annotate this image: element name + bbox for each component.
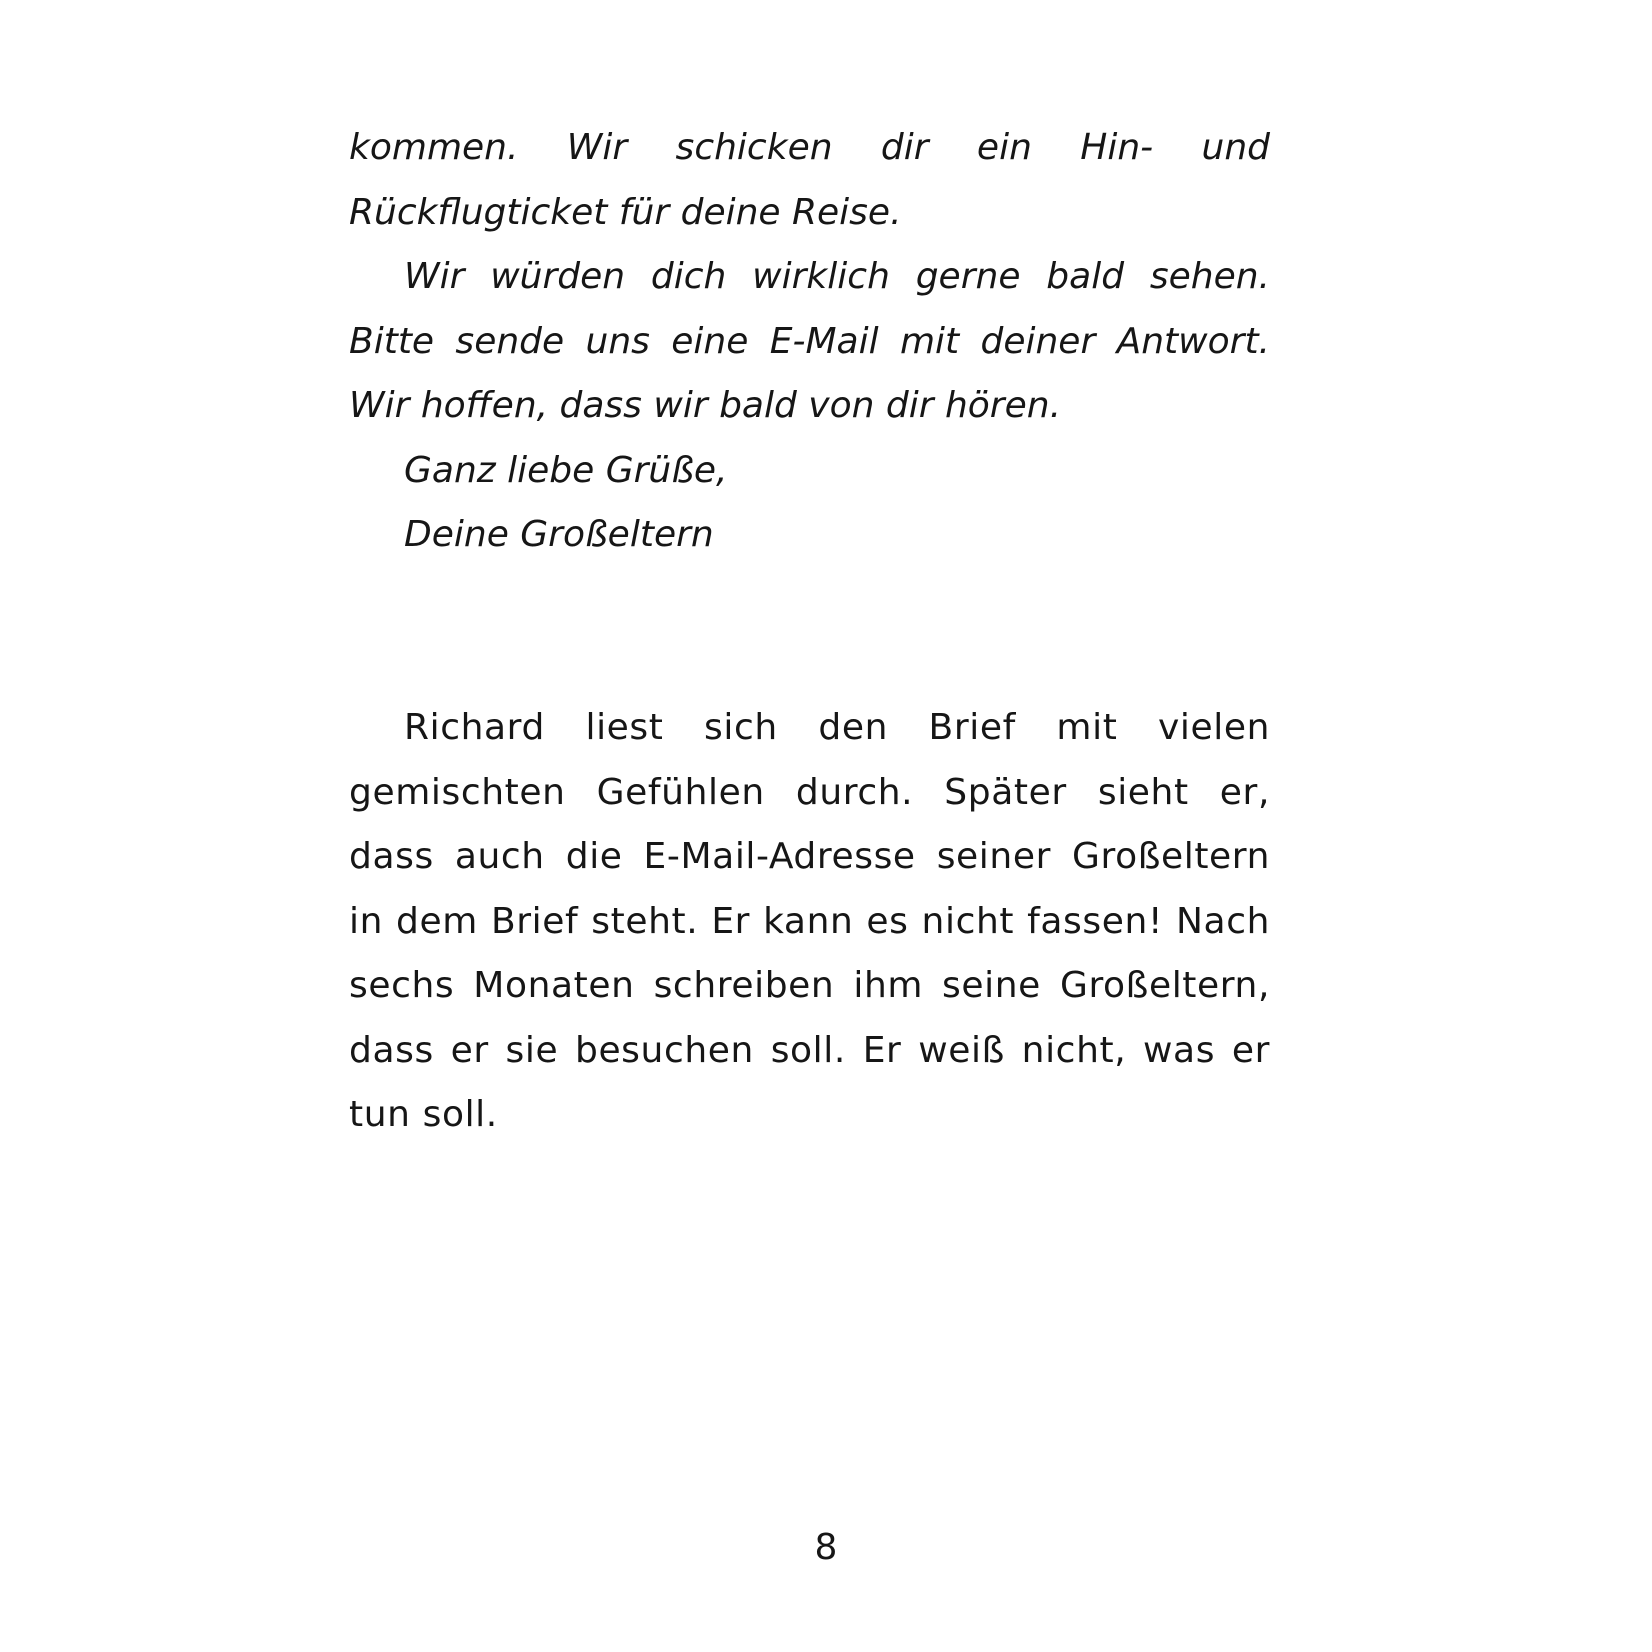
letter-paragraph: Wir würden dich wirklich gerne bald sehen. Bitte sende uns eine E-Mail mit deiner Antwort. Wir hoffen, dass wir bald von dir hören. bbox=[349, 256, 1270, 426]
page-number: 8 bbox=[814, 1527, 838, 1568]
narrative-text bbox=[349, 696, 1270, 1148]
letter-signature: Deine Großeltern bbox=[404, 514, 714, 555]
letter-text bbox=[349, 116, 1270, 568]
letter-paragraph-continued: kommen. Wir schicken dir ein Hin- und Rückflugticket für deine Reise. bbox=[349, 127, 1270, 233]
letter-greeting: Ganz liebe Grüße, bbox=[404, 449, 728, 491]
narrative-paragraph: Richard liest sich den Brief mit vielen gemischten Gefühlen durch. Später sieht er, dass auch die E-Mail-Adresse seiner Großeltern in dem Brief steht. Er kann es nicht fassen! Nach sechs Monaten schreiben ihm seine Großeltern, dass er sie besuchen soll. Er weiß nicht, was er tun soll. bbox=[349, 707, 1270, 1135]
